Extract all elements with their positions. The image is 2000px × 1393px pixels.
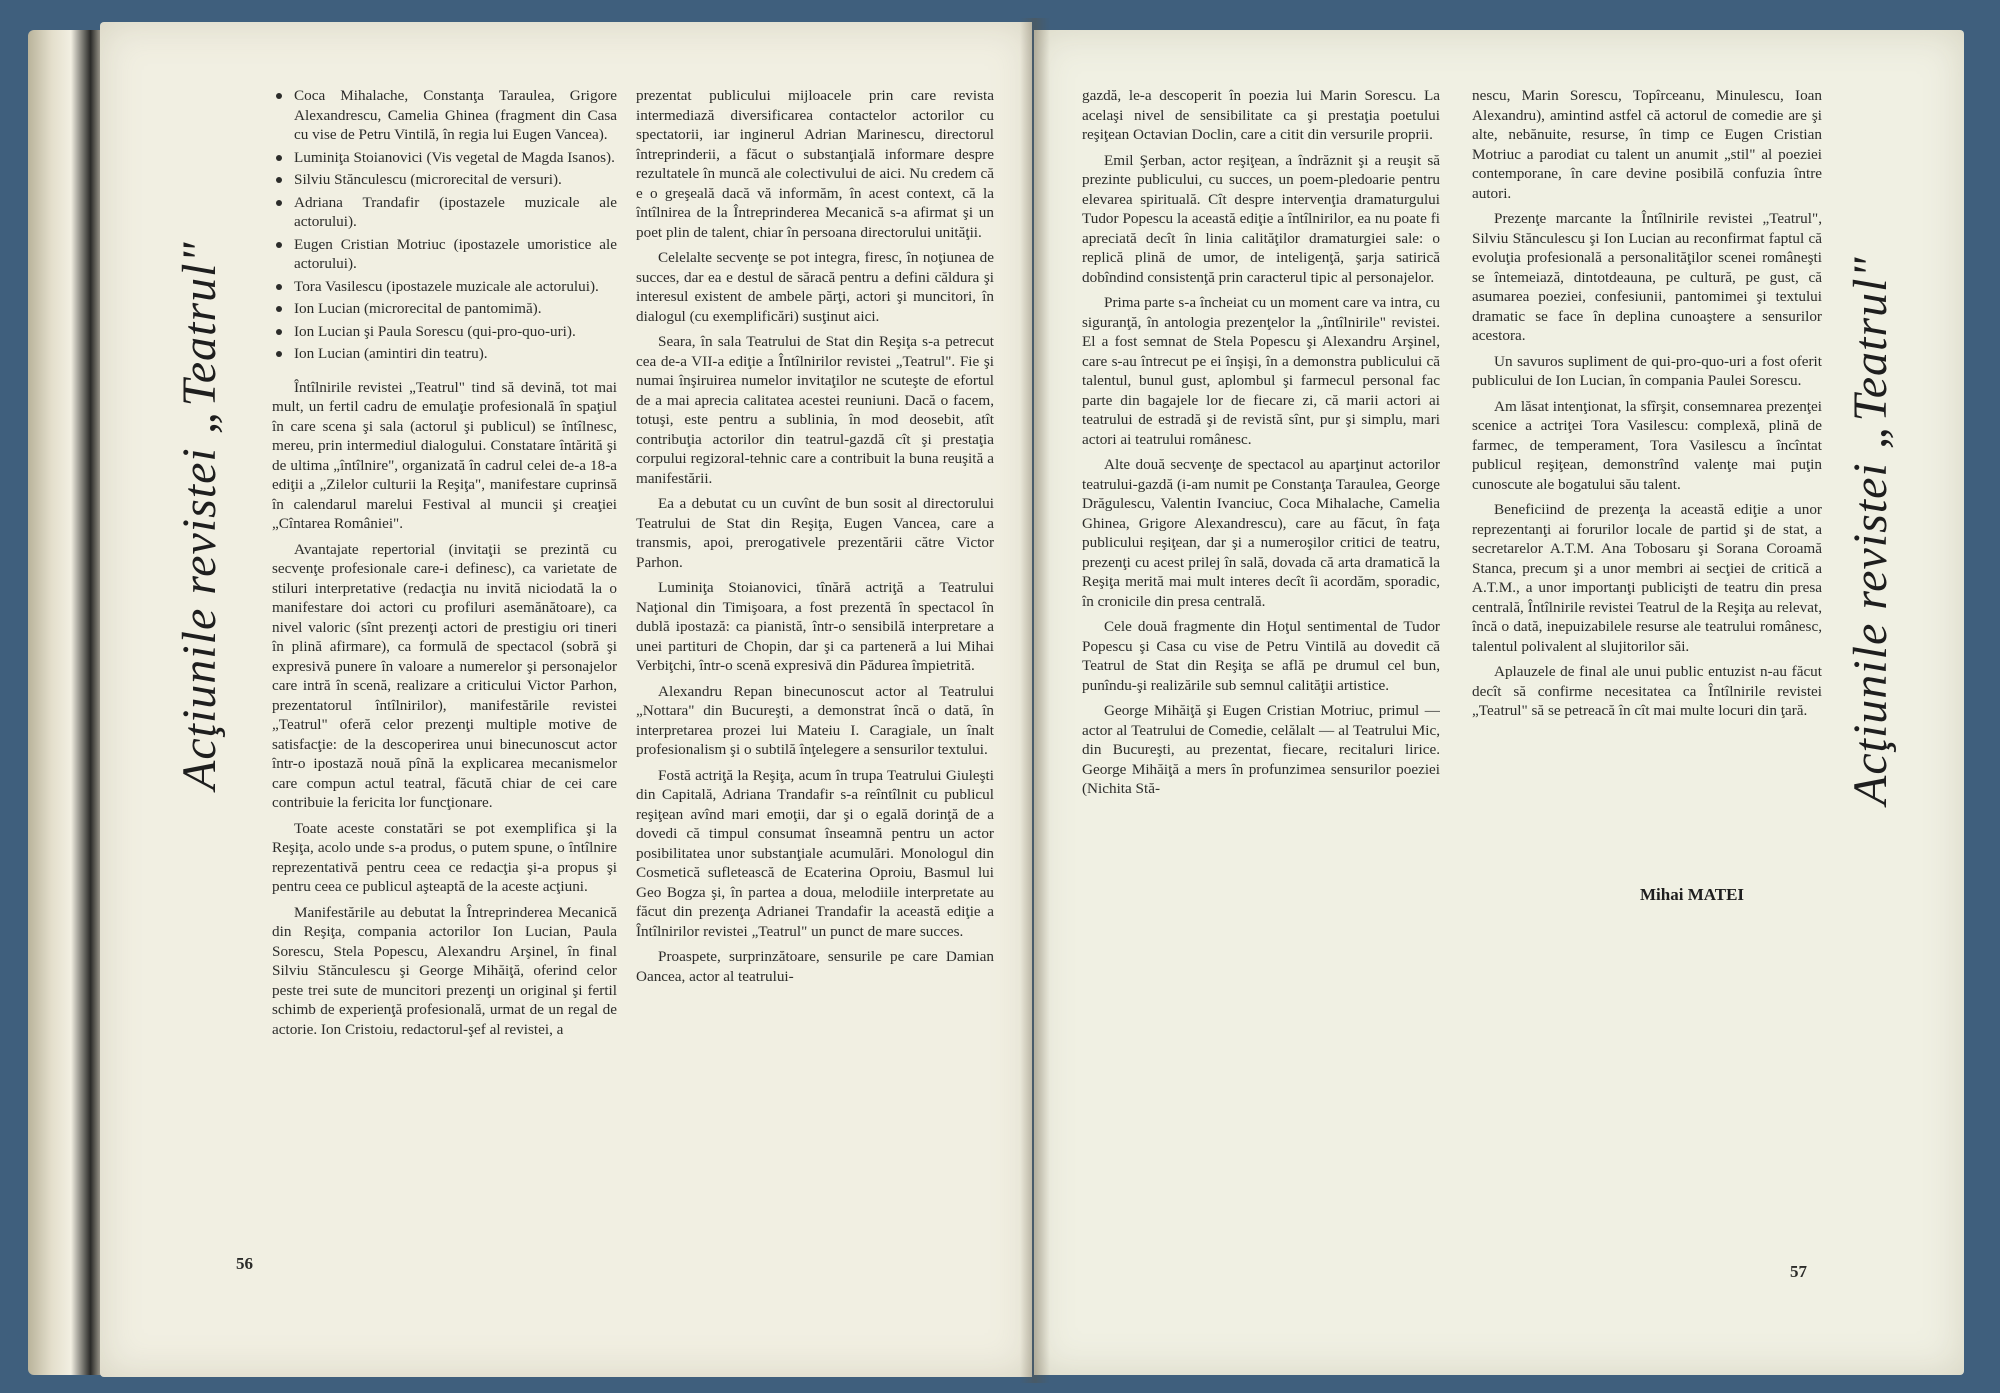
- paragraph: Seara, în sala Teatrului de Stat din Reşiţa s-a petrecut cea de-a VII-a ediţie a Întîlnirilor revistei „Teatrul". Fie şi numai înşiruirea numelor invitaţilor ne scuteşte de efortul de a mai aprecia calitatea acestei reuniuni. Dacă o facem, totuşi, este pentru a sublinia, în mod deosebit, atît contribuţia actorilor din teatrul-gazdă cît şi prestaţia corpului regizoral-tehnic care a contribuit la buna reuşită a manifestării.: [636, 333, 994, 487]
- paragraph: Emil Şerban, actor reşiţean, a îndrăznit şi a reuşit să prezinte publicului, cu succes, un poem-pledoarie pentru elevarea spirituală. Cît despre intervenţia dramaturgului Tudor Popescu la această ediţie a întîlnirilor, ea nu poate fi apreciată decît în linia calităţilor dramaturgiei sale: o replică plină de umor, de inteligenţă, şarja satirică dobîndind consistenţă prin caracterul tipic al personajelor.: [1082, 151, 1440, 286]
- paragraph: Manifestările au debutat la Întreprinderea Mecanică din Reşiţa, compania actorilor Ion Lucian, Paula Sorescu, Stela Popescu, Alexandru Arşinel, în final Silviu Stănculescu şi George Mihăiţă, oferind celor peste trei sute de muncitori prezenţi un original şi fertil schimb de experienţă profesională, urmat de un regal de actorie. Ion Cristoiu, redactorul-şef al revistei, a: [272, 903, 617, 1038]
- book-spine-edge: [28, 30, 106, 1375]
- text-column-4: [1472, 86, 1822, 906]
- paragraph: nescu, Marin Sorescu, Topîrceanu, Minulescu, Ioan Alexandru), amintind astfel că actorul de comedie are şi alte, nebănuite, resurse, în timp ce Eugen Cristian Motriuc a parodiat cu talent un anumit „stil" al poeziei contemporane, în care devine posibilă confuzia între autori.: [1472, 87, 1822, 202]
- article-author: Mihai MATEI: [1640, 885, 1745, 904]
- program-item: Ion Lucian (amintiri din teatru).: [294, 344, 617, 364]
- program-item: Coca Mihalache, Constanţa Taraulea, Grigore Alexandrescu, Camelia Ghinea (fragment din Casa cu vise de Petru Vintilă, în regia lui Eugen Vancea).: [294, 87, 617, 143]
- program-item: Ion Lucian şi Paula Sorescu (qui-pro-quo-uri).: [294, 322, 617, 342]
- program-item: Silviu Stănculescu (microrecital de versuri).: [294, 170, 617, 190]
- paragraph: Prima parte s-a încheiat cu un moment care va intra, cu siguranţă, în antologia prezenţelor la „întîlnirile" revistei. El a fost semnat de Stela Popescu şi Alexandru Arşinel, care s-au întrecut pe ei înşişi, în a demonstra publicului că talentul, bunul gust, aplombul şi farmecul personal fac parte din bagajele lor de fiecare zi, că marii actori ai teatrului de estradă şi de revistă sînt, pur şi simplu, mari actori ai teatrului românesc.: [1082, 294, 1440, 448]
- program-item: Luminiţa Stoianovici (Vis vegetal de Magda Isanos).: [294, 148, 617, 168]
- program-item: Tora Vasilescu (ipostazele muzicale ale actorului).: [294, 277, 617, 297]
- paragraph: Beneficiind de prezenţa la această ediţie a unor reprezentanţi ai forurilor locale de partid şi de stat, a secretarelor A.T.M. Ana Tobosaru şi Sorana Coroamă Stanca, precum şi a unor membri ai secţiei de critică a A.T.M., a unor importanţi publicişti de teatru din presa centrală, Întîlnirile revistei Teatrul de la Reşiţa au relevat, încă o dată, inepuizabilele resurse ale teatrului românesc, talentul polivalent al slujitorilor săi.: [1472, 501, 1822, 655]
- paragraph: gazdă, le-a descoperit în poezia lui Marin Sorescu. La acelaşi nivel de sensibilitate ca şi prestaţia poetului reşiţean Octavian Doclin, care a citit din versurile proprii.: [1082, 87, 1440, 143]
- program-item: Ion Lucian (microrecital de pantomimă).: [294, 299, 617, 319]
- right-vertical-title: Acţiunile revistei „Teatrul": [1844, 256, 1897, 805]
- paragraph: Celelalte secvenţe se pot integra, firesc, în noţiunea de succes, dar ea e destul de săracă pentru a defini căldura şi interesul existent de ambele părţi, actori şi muncitori, în dialogul (cu exemplificări) susţinut aici.: [636, 249, 994, 325]
- program-item: Adriana Trandafir (ipostazele muzicale ale actorului).: [294, 193, 617, 230]
- paragraph: Am lăsat intenţionat, la sfîrşit, consemnarea prezenţei scenice a actriţei Tora Vasilescu: complexă, plină de farmec, de temperament, Tora Vasilescu a încîntat publicul reşiţean, demonstrînd valenţe mai puţin cunoscute ale bogatului său talent.: [1472, 397, 1822, 493]
- paragraph: George Mihăiţă şi Eugen Cristian Motriuc, primul — actor al Teatrului de Comedie, celălalt — al Teatrului Mic, din Bucureşti, au prezentat, fiecare, recitaluri lirice. George Mihăiţă a mers în profunzimea sensurilor poeziei (Nichita Stă-: [1082, 702, 1440, 797]
- paragraph: Alexandru Repan binecunoscut actor al Teatrului „Nottara" din Bucureşti, a demonstrat încă o dată, în interpretarea prozei lui Mateiu I. Caragiale, un înalt profesionalism şi o subtilă înţelegere a sensurilor textului.: [636, 682, 994, 758]
- paragraph: Fostă actriţă la Reşiţa, acum în trupa Teatrului Giuleşti din Capitală, Adriana Trandafir s-a reîntîlnit cu publicul reşiţean avînd mari emoţii, dar şi o egală dorinţă de a dovedi că timpul consumat înseamnă pentru un actor posibilitatea unor substanţiale acumulări. Monologul din Cosmetică sufletească de Ecaterina Oproiu, Basmul lui Geo Bogza şi, în partea a doua, melodiile interpretate au făcut din prezenţa Adrianei Trandafir la această ediţie a Întîlnirilor revistei „Teatrul" un punct de mare succes.: [636, 766, 994, 940]
- paragraph: Ea a debutat cu un cuvînt de bun sosit al directorului Teatrului de Stat din Reşiţa, Eugen Vancea, care a transmis, apoi, prerogativele prezentării către Victor Parhon.: [636, 495, 994, 571]
- paragraph: Aplauzele de final ale unui public entuzist n-au făcut decît să confirme necesitatea ca Întîlnirile revistei „Teatrul" să se petreacă în cît mai multe locuri din ţară.: [1472, 663, 1822, 719]
- page-gutter: [1020, 18, 1050, 1383]
- paragraph: prezentat publicului mijloacele prin care revista intermediază diversificarea contactelor actorilor cu spectatorii, iar inginerul Adrian Marinescu, directorul întreprinderii, a făcut o substanţială informare despre rezultatele în muncă ale colectivului de aici. Nu credem că e o greşeală dacă vă informăm, în acest context, că la întîlnirea de la Întreprinderea Mecanică s-a afirmat şi un poet plin de talent, chiar în persoana directorului unităţii.: [636, 87, 994, 241]
- paragraph: Întîlnirile revistei „Teatrul" tind să devină, tot mai mult, un fertil cadru de emulaţie profesională în spaţiul în care scena şi sala (actorul şi publicul) se întîlnesc, mereu, prin intermediul dialogului. Constatare întărită şi de ultima „întîlnire", organizată în cadrul celei de-a 18-a ediţii a „Zilelor culturii la Reşiţa", manifestare cuprinsă în calendarul marelui Festival al muncii şi creaţiei „Cîntarea României".: [272, 378, 617, 532]
- left-page-number: 56: [236, 1254, 253, 1273]
- paragraph: Toate aceste constatări se pot exemplifica şi la Reşiţa, acolo unde s-a produs, o putem spune, o întîlnire reprezentativă pentru ceea ce redacţia şi-a propus şi pentru ceea ce publicul aşteaptă de la aceste acţiuni.: [272, 819, 617, 895]
- text-column-3: [1082, 86, 1440, 1116]
- text-column-1: [272, 86, 617, 1236]
- paragraph: Un savuros supliment de qui-pro-quo-uri a fost oferit publicului de Ion Lucian, în compania Paulei Sorescu.: [1472, 352, 1822, 389]
- paragraph: Alte două secvenţe de spectacol au aparţinut actorilor teatrului-gazdă (i-am numit pe Constanţa Taraulea, George Drăgulescu, Valentin Ivanciuc, Coca Mihalache, Camelia Ghinea, Grigore Alexandrescu), care au făcut, în faţa publicului reşiţean, dar şi a numeroşilor critici de teatru, prezenţi cu acest prilej în sală, dovada că arta dramatică la Reşiţa merită mai mult interes decît îi acordăm, sporadic, în cronicile din presa centrală.: [1082, 456, 1440, 610]
- right-page-number: 57: [1790, 1262, 1807, 1281]
- paragraph: Cele două fragmente din Hoţul sentimental de Tudor Popescu şi Casa cu vise de Petru Vintilă au dovedit că Teatrul de Stat din Reşiţa se află pe drumul cel bun, punîndu-şi realizările sub semnul calităţii artistice.: [1082, 618, 1440, 694]
- paragraph: Proaspete, surprinzătoare, sensurile pe care Damian Oancea, actor al teatrului-: [636, 948, 994, 985]
- paragraph: Avantajate repertorial (invitaţii se prezintă cu secvenţe profesionale care-i definesc), ca varietate de stiluri interpretative (redacţia nu invită niciodată la o manifestare doi actori cu profiluri asemănătoare), ca nivel valoric (sînt prezenţi actori de prestigiu ori tineri în plină afirmare), ca formulă de spectacol (sobră şi expresivă punere în valoare a numerelor şi personajelor care intră în scenă, realizare a criticului Victor Parhon, prezentatorul întîlnirilor), manifestările revistei „Teatrul" oferă celor prezenţi multiple motive de satisfacţie: de la descoperirea unui binecunoscut actor într-o ipostază nouă pînă la explicarea mecanismelor care compun actul teatral, făcută chiar de cei care contribuie la fericita lor funcţionare.: [272, 540, 617, 811]
- paragraph: Prezenţe marcante la Întîlnirile revistei „Teatrul", Silviu Stănculescu şi Ion Lucian au reconfirmat faptul că evoluţia profesională a personalităţilor scenei româneşti se întemeiază, dintotdeauna, pe cultură, pe gust, că asumarea poeziei, confesiunii, pantomimei şi textului dramatic se face în deplina cunoaştere a sensurilor acestora.: [1472, 210, 1822, 344]
- paragraph: Luminiţa Stoianovici, tînără actriţă a Teatrului Naţional din Timişoara, a fost prezentă în spectacol în dublă ipostază: ca pianistă, într-o sensibilă interpretare a unei partituri de Chopin, dar şi ca parteneră a lui Mihai Verbiţchi, într-o scenă expresivă din Pădurea împietrită.: [636, 579, 994, 674]
- text-column-2: [636, 86, 994, 1236]
- program-item: Eugen Cristian Motriuc (ipostazele umoristice ale actorului).: [294, 235, 617, 272]
- left-vertical-title: Acţiunile revistei „Teatrul": [173, 241, 226, 790]
- program-list: [272, 86, 617, 364]
